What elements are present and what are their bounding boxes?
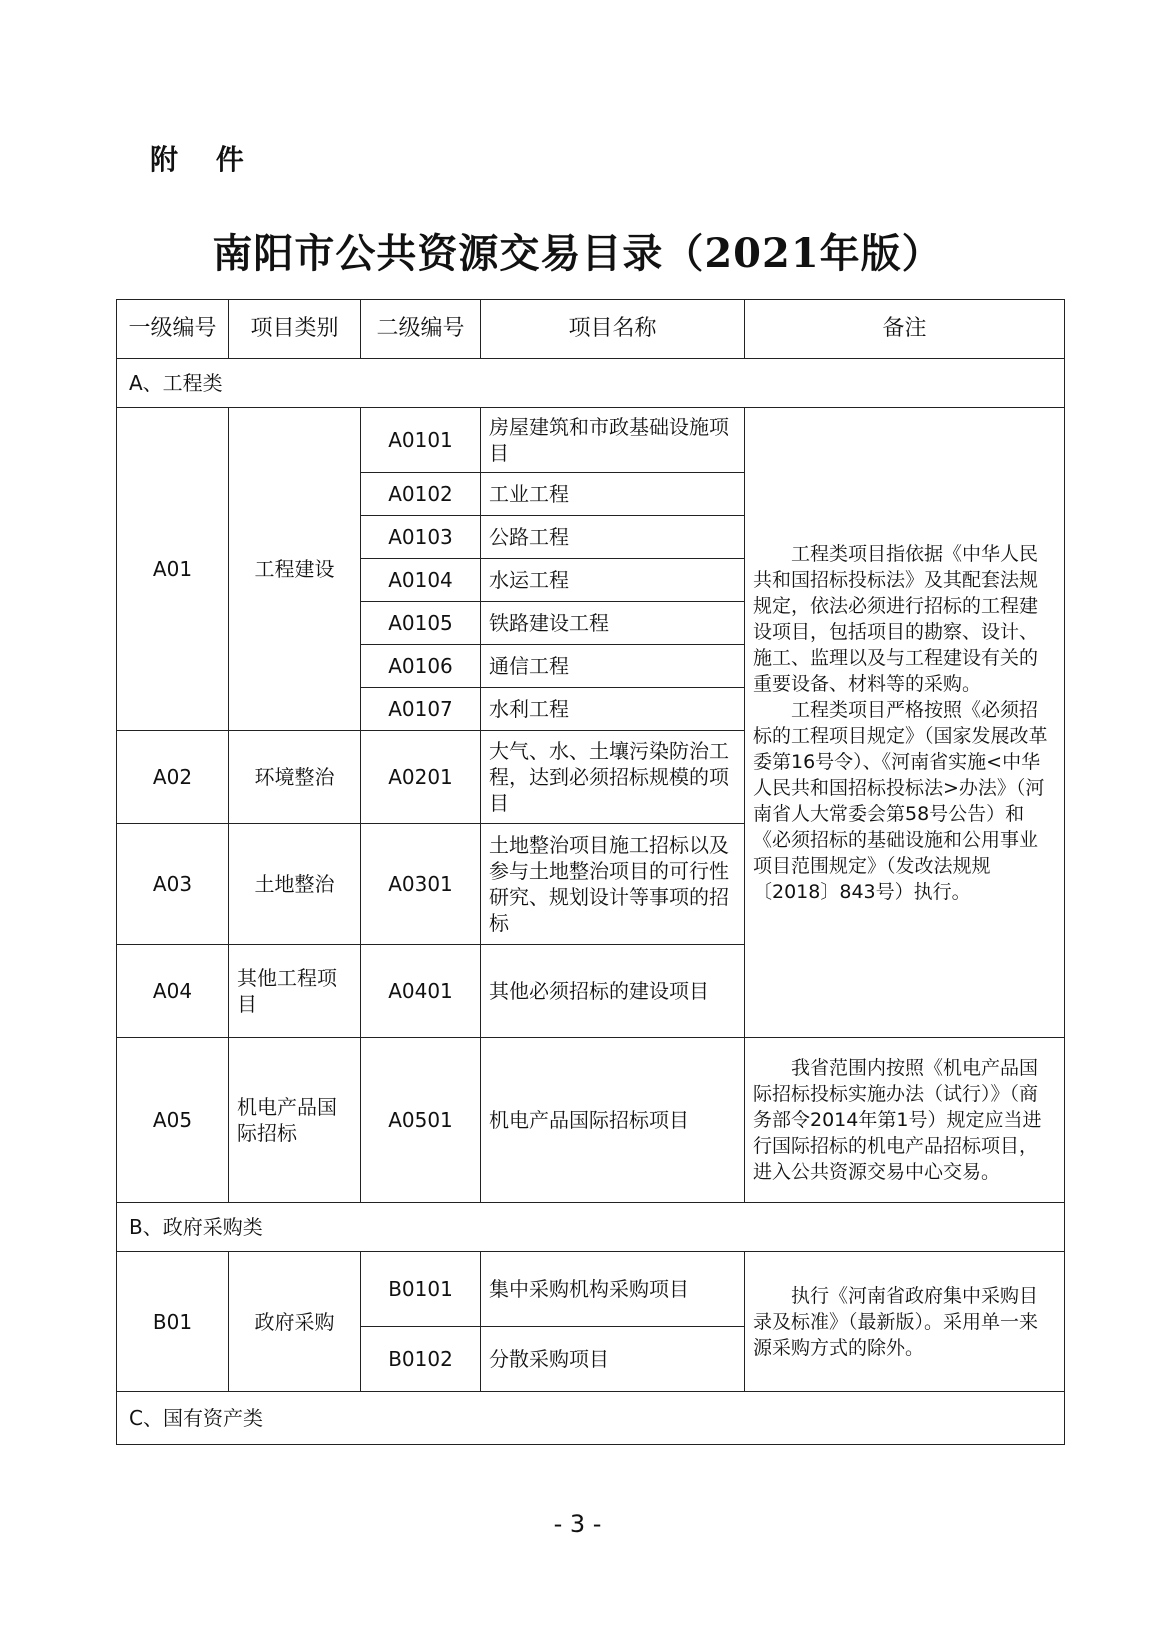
a05-code: A05: [117, 1038, 229, 1203]
a0201-code: A0201: [361, 731, 481, 824]
table-row: [117, 1038, 1065, 1203]
b01-type: 政府采购: [229, 1252, 361, 1392]
a01-type: 工程建设: [229, 408, 361, 731]
a0106-code: A0106: [361, 645, 481, 688]
header-project-type: 项目类别: [229, 300, 361, 359]
header-project-name: 项目名称: [481, 300, 745, 359]
category-b-label: B、政府采购类: [117, 1203, 1065, 1252]
a0101-code: A0101: [361, 408, 481, 473]
category-a-label: A、工程类: [117, 359, 1065, 408]
header-remark: 备注: [745, 300, 1065, 359]
remark-b01: [745, 1252, 1065, 1392]
a0301-name: 土地整治项目施工招标以及参与土地整治项目的可行性研究、规划设计等事项的招标: [481, 824, 745, 945]
category-c-label: C、国有资产类: [117, 1392, 1065, 1445]
a0106-name: 通信工程: [481, 645, 745, 688]
table-row: [117, 408, 1065, 473]
a0501-code: A0501: [361, 1038, 481, 1203]
a0104-code: A0104: [361, 559, 481, 602]
a01-code: A01: [117, 408, 229, 731]
a0103-name: 公路工程: [481, 516, 745, 559]
a0501-name: 机电产品国际招标项目: [481, 1038, 745, 1203]
a02-type: 环境整治: [229, 731, 361, 824]
a0104-name: 水运工程: [481, 559, 745, 602]
a05-type: 机电产品国际招标: [229, 1038, 361, 1203]
a03-type: 土地整治: [229, 824, 361, 945]
header-level2-code: 二级编号: [361, 300, 481, 359]
header-level1-code: 一级编号: [117, 300, 229, 359]
a04-code: A04: [117, 945, 229, 1038]
a0401-code: A0401: [361, 945, 481, 1038]
catalog-table: [116, 299, 1065, 1445]
a0103-code: A0103: [361, 516, 481, 559]
page-number: - 3 -: [553, 1510, 602, 1538]
a0105-code: A0105: [361, 602, 481, 645]
remark-a05-text: 我省范围内按照《机电产品国际招标投标实施办法（试行）》（商务部令2014年第1号）规定应当进行国际招标的机电产品招标项目，进入公共资源交易中心交易。: [753, 1057, 1042, 1183]
b01-code: B01: [117, 1252, 229, 1392]
b0102-name: 分散采购项目: [481, 1327, 745, 1392]
a0201-name: 大气、水、土壤污染防治工程，达到必须招标规模的项目: [481, 731, 745, 824]
a0102-code: A0102: [361, 473, 481, 516]
b0102-code: B0102: [361, 1327, 481, 1392]
remark-engineering-para1: 工程类项目指依据《中华人民共和国招标投标法》及其配套法规规定，依法必须进行招标的工程建设项目，包括项目的勘察、设计、施工、监理以及与工程建设有关的重要设备、材料等的采购。: [753, 542, 1039, 695]
a0105-name: 铁路建设工程: [481, 602, 745, 645]
a0102-name: 工业工程: [481, 473, 745, 516]
b0101-name: 集中采购机构采购项目: [481, 1252, 745, 1327]
attachment-label: 附 件: [150, 143, 258, 176]
a0401-name: 其他必须招标的建设项目: [481, 945, 745, 1038]
a0107-name: 水利工程: [481, 688, 745, 731]
category-row-b: [117, 1203, 1065, 1252]
remark-b01-text: 执行《河南省政府集中采购目录及标准》（最新版）。采用单一来源采购方式的除外。: [753, 1284, 1039, 1359]
remark-engineering-para2: 工程类项目严格按照《必须招标的工程项目规定》（国家发展改革委第16号令）、《河南省实施<中华人民共和国招标投标法>办法》（河南省人大常委会第58号公告）和《必须招标的基础设施和公用事业项目范围规定》（发改法规规〔2018〕843号）执行。: [753, 698, 1048, 903]
a04-type: 其他工程项目: [229, 945, 361, 1038]
remark-a05: [745, 1038, 1065, 1203]
table-row: [117, 1252, 1065, 1327]
a02-code: A02: [117, 731, 229, 824]
remark-engineering: [745, 408, 1065, 1038]
category-row-c: [117, 1392, 1065, 1445]
a0301-code: A0301: [361, 824, 481, 945]
category-row-a: [117, 359, 1065, 408]
a0101-name: 房屋建筑和市政基础设施项目: [481, 408, 745, 473]
a03-code: A03: [117, 824, 229, 945]
a0107-code: A0107: [361, 688, 481, 731]
b0101-code: B0101: [361, 1252, 481, 1327]
document-title: 南阳市公共资源交易目录（2021年版）: [212, 230, 943, 277]
table-header-row: [117, 300, 1065, 359]
